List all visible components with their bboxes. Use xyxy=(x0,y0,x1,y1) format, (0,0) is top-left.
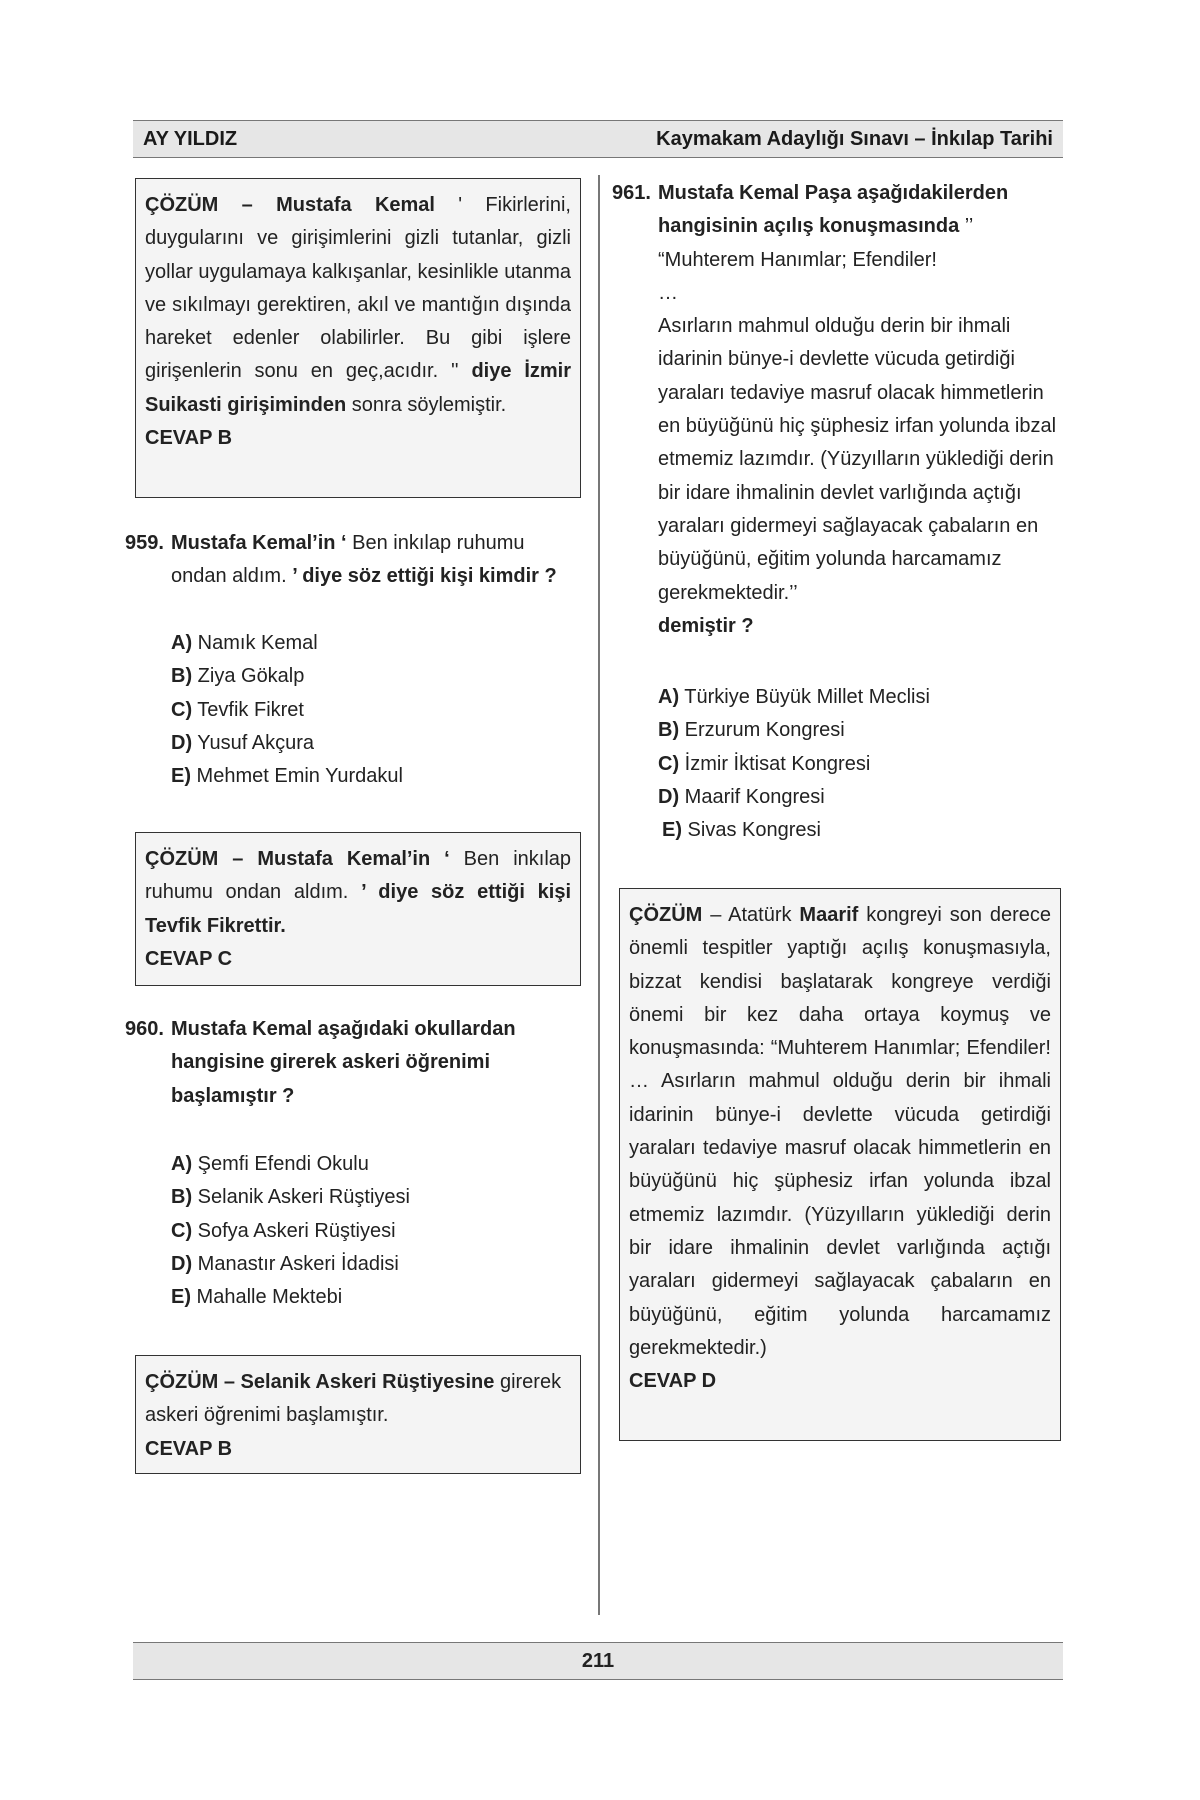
option-b[interactable] xyxy=(171,660,403,693)
option-b[interactable] xyxy=(658,714,930,747)
solution-quote: Ben inkılap ruhumu ondan aldım. xyxy=(145,848,572,904)
option-text: Yusuf Akçura xyxy=(192,731,315,754)
option-key: A) xyxy=(171,632,193,654)
option-d[interactable] xyxy=(658,781,930,814)
page-footer xyxy=(133,1642,1063,1680)
options-961 xyxy=(658,681,930,847)
solution-box-960 xyxy=(135,1355,581,1474)
option-text: Mahalle Mektebi xyxy=(191,1286,343,1309)
option-e[interactable] xyxy=(171,760,403,793)
option-a[interactable] xyxy=(171,1148,410,1181)
question-bold-line: Mustafa Kemal Paşa aşağıdakilerden xyxy=(658,182,1009,204)
option-key: D) xyxy=(171,731,193,754)
answer-label: CEVAP B xyxy=(145,427,233,450)
option-a[interactable] xyxy=(171,627,403,660)
question-bold-line: hangisinin açılış konuşmasında xyxy=(658,215,960,238)
question-bold-part: Mustafa Kemal’in ‘ xyxy=(171,532,347,554)
option-key: D) xyxy=(658,785,680,808)
solution-961-text xyxy=(629,899,1051,1365)
option-b[interactable] xyxy=(171,1181,410,1214)
option-key: B) xyxy=(171,1186,193,1209)
quote-mark: ’’ xyxy=(959,215,974,238)
option-key: A) xyxy=(658,686,680,708)
option-c[interactable] xyxy=(658,748,930,781)
option-key: C) xyxy=(171,1219,193,1242)
option-key: A) xyxy=(171,1153,193,1175)
question-number: 959. xyxy=(125,532,164,554)
speech-ellipsis: … xyxy=(658,281,678,304)
question-end: demiştir ? xyxy=(658,614,754,637)
question-bold-end: ’ diye söz ettiği kişi kimdir ? xyxy=(292,565,557,588)
option-c[interactable] xyxy=(171,694,403,727)
solution-body: ' Fikirlerini, duygularını ve girişimlerini gizli tutanlar, gizli yollar uygulamaya kalkışanlar, kesinlikle utanma ve sıkılmayı gerektiren, akıl ve mantığın dışında hareket edenler olabilirler. Bu gibi işlere girişenlerin sonu en geç,acıdır. '' xyxy=(145,194,571,383)
question-960 xyxy=(125,1013,580,1113)
options-960 xyxy=(171,1148,410,1314)
options-959 xyxy=(171,627,403,793)
option-text: Sivas Kongresi xyxy=(682,819,821,842)
question-text: Mustafa Kemal aşağıdaki okullardan hangisine girerek askeri öğrenimi başlamıştır ? xyxy=(171,1018,516,1107)
speech-body: Asırların mahmul olduğu derin bir ihmali idarinin bünye-i devlette vücuda getirdiği yaraları tedaviye masruf olacak himmetlerin en büyüğünü hiç şüphesiz irfan yolunda ibzal etmemiz lazımdır. (Yüzyılların yüklediği derin bir idare ihmalinin devlet varlığında açtığı yaraları gidermeyi sağlayacak çabaların en büyüğünü, eğitim yolunda harcamamız gerekmektedir.’’ xyxy=(658,315,1057,604)
option-text: Manastır Askeri İdadisi xyxy=(192,1252,399,1275)
answer-label: CEVAP B xyxy=(145,1437,233,1460)
question-number: 961. xyxy=(612,182,651,204)
solution-bold-word: Maarif xyxy=(799,904,859,926)
option-key: C) xyxy=(171,698,193,721)
option-key: E) xyxy=(171,765,191,788)
question-number: 960. xyxy=(125,1018,164,1040)
option-text: Maarif Kongresi xyxy=(679,785,825,808)
solution-960-text xyxy=(145,1366,571,1433)
speech-greeting: “Muhterem Hanımlar; Efendiler! xyxy=(658,248,937,271)
option-text: İzmir İktisat Kongresi xyxy=(679,752,871,775)
solution-body: girerek askeri öğrenimi başlamıştır. xyxy=(145,1371,562,1427)
option-text: Mehmet Emin Yurdakul xyxy=(191,765,403,788)
option-c[interactable] xyxy=(171,1215,410,1248)
option-key: E) xyxy=(171,1286,191,1309)
solution-box-958 xyxy=(135,178,581,498)
option-text: Türkiye Büyük Millet Meclisi xyxy=(679,686,930,708)
column-divider xyxy=(598,175,600,1615)
solution-box-959 xyxy=(135,832,581,986)
header-author: AY YILDIZ xyxy=(143,128,238,150)
option-text: Selanik Askeri Rüştiyesi xyxy=(192,1186,410,1209)
solution-label: ÇÖZÜM – Mustafa Kemal xyxy=(145,194,435,216)
option-key: D) xyxy=(171,1252,193,1275)
solution-label: ÇÖZÜM xyxy=(629,904,703,926)
option-key: C) xyxy=(658,752,680,775)
option-a[interactable] xyxy=(658,681,930,714)
solution-bold-end: ’ diye söz ettiği kişi Tevfik Fikrettir. xyxy=(145,881,572,937)
page-number: 211 xyxy=(581,1650,615,1672)
solution-bold-phrase: diye İzmir Suikasti girişiminden xyxy=(145,360,571,416)
solution-end: sonra söylemiştir. xyxy=(346,393,507,416)
option-key: E) xyxy=(662,819,682,842)
option-text: Ziya Gökalp xyxy=(192,665,305,688)
option-text: Sofya Askeri Rüştiyesi xyxy=(192,1219,396,1242)
question-quote: Ben inkılap ruhumu ondan aldım. xyxy=(171,532,525,588)
answer-label: CEVAP D xyxy=(629,1370,717,1393)
question-text xyxy=(658,177,1062,643)
question-959 xyxy=(125,527,580,594)
solution-958-text xyxy=(145,189,571,422)
solution-body: – Atatürk xyxy=(702,904,800,926)
header-title: Kaymakam Adaylığı Sınavı – İnkılap Tarihi xyxy=(656,128,1053,150)
question-text xyxy=(171,527,580,594)
solution-label: ÇÖZÜM – Selanik Askeri Rüştiyesine xyxy=(145,1371,495,1393)
option-d[interactable] xyxy=(171,1248,410,1281)
option-text: Şemfi Efendi Okulu xyxy=(192,1153,369,1175)
solution-body-rest: kongreyi son derece önemli tespitler yaptığı açılış konuşmasıyla, bizzat kendisi başlatarak kongreye verdiği önemi bir kez daha ortaya koymuş ve konuşmasında: “Muhterem Hanımlar; Efendiler! … Asırların mahmul olduğu derin bir ihmali idarinin bünye-i devlette vücuda getirdiği yaraları tedaviye masruf olacak himmetlerin en büyüğünü hiç şüphesiz irfan yolunda ibzal etmemiz lazımdır. (Yüzyılların yüklediği derin bir idare ihmalinin devlet varlığında açtığı yaraları gidermeyi sağlayacak çabaların en büyüğünü, eğitim yolunda harcamamız gerekmektedir.) xyxy=(629,904,1051,1359)
option-key: B) xyxy=(171,665,193,688)
option-text: Namık Kemal xyxy=(192,632,318,654)
solution-label: ÇÖZÜM – Mustafa Kemal’in ‘ xyxy=(145,848,450,870)
option-text: Erzurum Kongresi xyxy=(679,719,845,742)
option-key: B) xyxy=(658,719,680,742)
option-e[interactable] xyxy=(662,814,930,847)
question-961 xyxy=(612,177,1062,643)
solution-box-961 xyxy=(619,888,1061,1441)
solution-959-text xyxy=(145,843,571,943)
option-e[interactable] xyxy=(171,1281,410,1314)
option-d[interactable] xyxy=(171,727,403,760)
answer-label: CEVAP C xyxy=(145,947,233,970)
page-header xyxy=(133,120,1063,158)
option-text: Tevfik Fikret xyxy=(192,698,304,721)
